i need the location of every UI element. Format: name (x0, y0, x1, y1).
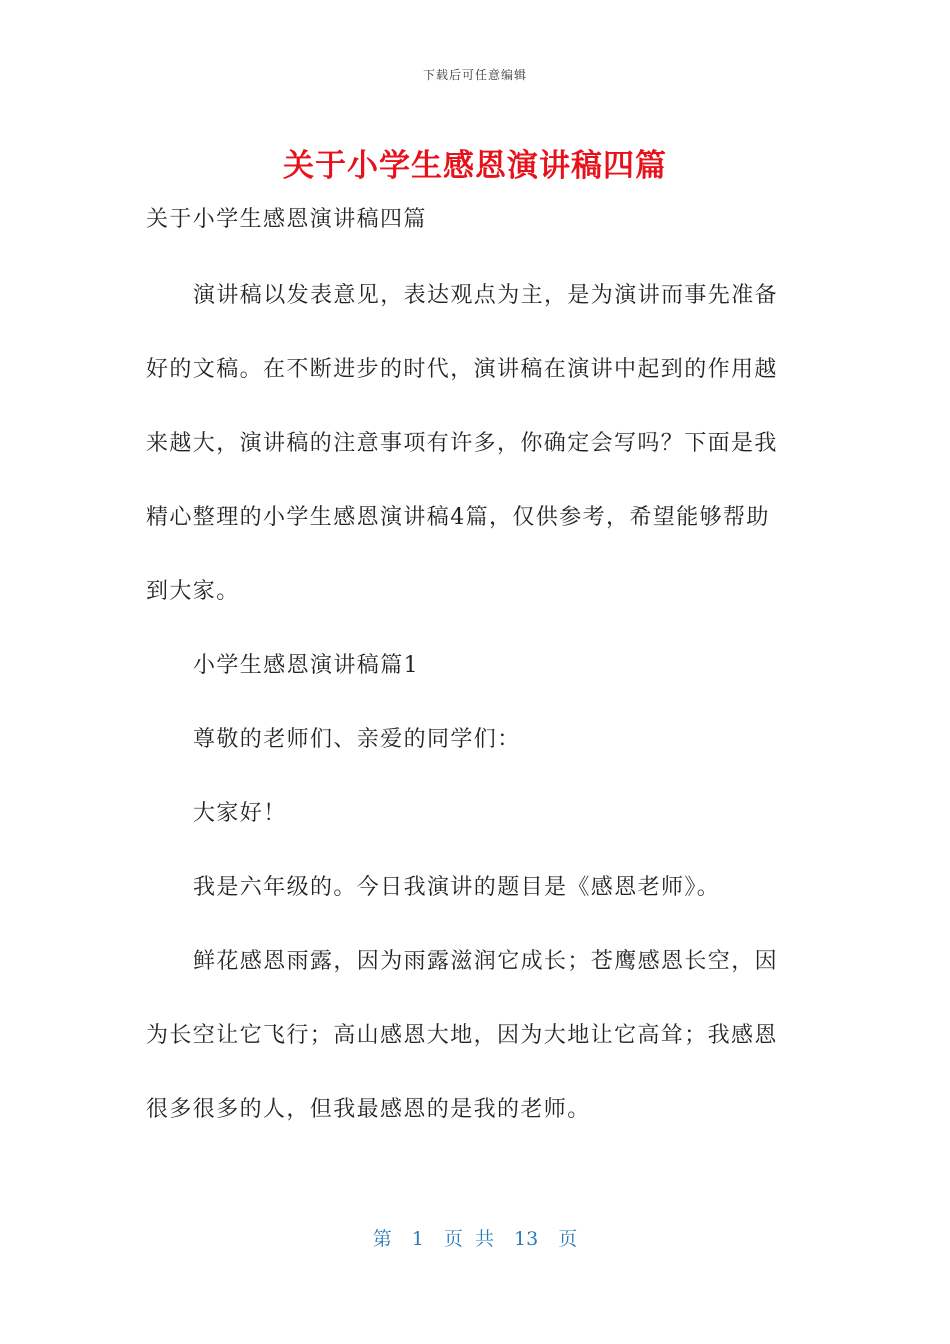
footer-middle: 页 共 (443, 1228, 494, 1250)
page-footer (0, 1224, 950, 1251)
document-body (146, 200, 791, 1164)
greeting-line: 大家好！ (193, 801, 287, 826)
paragraph-line: 好的文稿。在不断进步的时代，演讲稿在演讲中起到的作用越 (146, 357, 778, 382)
paragraph-line: 来越大，演讲稿的注意事项有许多，你确定会写吗？下面是我 (146, 431, 778, 456)
footer-total-pages: 13 (514, 1228, 539, 1250)
paragraph-line: 演讲稿以发表意见，表达观点为主，是为演讲而事先准备 (193, 283, 779, 308)
paragraph-line: 很多很多的人，但我最感恩的是我的老师。 (146, 1097, 591, 1122)
paragraph-line: 到大家。 (146, 579, 240, 604)
salutation-line: 尊敬的老师们、亲爱的同学们： (193, 727, 521, 752)
paragraph-line: 为长空让它飞行；高山感恩大地，因为大地让它高耸；我感恩 (146, 1023, 778, 1048)
paragraph-line: 我是六年级的。今日我演讲的题目是《感恩老师》。 (193, 875, 721, 900)
section-heading: 小学生感恩演讲稿篇1 (193, 653, 419, 678)
footer-suffix: 页 (558, 1228, 578, 1250)
header-note: 下载后可任意编辑 (422, 68, 527, 82)
footer-page-number: 1 (411, 1228, 424, 1250)
paragraph-line: 鲜花感恩雨露，因为雨露滋润它成长；苍鹰感恩长空，因 (193, 949, 779, 974)
footer-prefix: 第 (372, 1228, 392, 1250)
paragraph-line: 精心整理的小学生感恩演讲稿4篇，仅供参考，希望能够帮助 (146, 505, 770, 530)
subtitle-line: 关于小学生感恩演讲稿四篇 (146, 207, 427, 232)
document-title: 关于小学生感恩演讲稿四篇 (283, 148, 667, 184)
